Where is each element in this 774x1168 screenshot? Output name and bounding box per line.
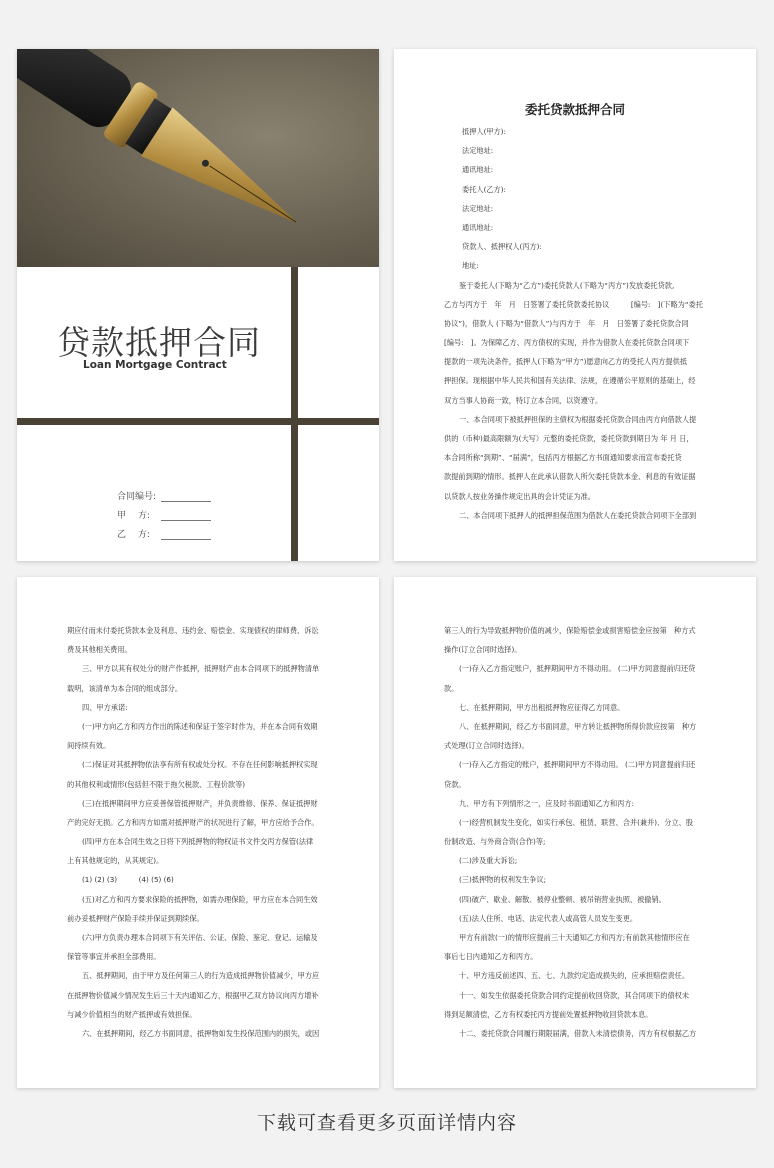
text-line: 以贷款人按业务操作规定出具的会计凭证为准。 (444, 491, 595, 501)
text-line: 通讯地址: (462, 165, 494, 175)
text-line: 保管等事宜并承担全部费用。 (67, 952, 161, 962)
text-line: 双方当事人协商一致，特订立本合同，以资遵守。 (444, 395, 603, 405)
text-line: 七、在抵押期间，甲方出租抵押物应征得乙方同意。 (459, 702, 625, 712)
cover-fields (117, 483, 211, 540)
contract-page-2 (17, 577, 379, 1088)
text-line: 甲方有前款(一)的情形应提前三十天通知乙方和丙方;有前款其他情形应在 (459, 933, 690, 942)
text-line: (一)甲方向乙方和丙方作出的陈述和保证于签字时作为，并在本合同有效期 (82, 721, 318, 731)
text-line: 份制改造、与外商合资(合作)等; (444, 837, 546, 847)
text-line: 押担保。现根据中华人民共和国有关法律、法规，在遵循公平原则的基础上，经 (444, 376, 696, 386)
text-line: 协议”)，借款人 (下略为“借款人”)与丙方于 年 月 日签署了委托贷款合同 (444, 318, 689, 328)
party-b-field (117, 521, 211, 540)
page-3-text (444, 621, 706, 1043)
text-line: 二、本合同项下抵押人的抵押担保范围为借款人在委托贷款合同项下全部到 (459, 510, 697, 520)
text-line: 本合同所称“到期”、“届满”，包括丙方根据乙方书面通知要求而宣布委托贷 (444, 453, 682, 463)
text-line: 供的（币种)最高限额为(大写）元整的委托贷款，委托贷款到期日为 年 月 日， (444, 434, 694, 443)
blank-line (161, 510, 211, 521)
text-line: 款提前到期的情形。抵押人在此承认借款人所欠委托贷款本金、利息的有效证据 (444, 472, 696, 482)
text-line: (四)破产、歇业、解散、被停业整顿、被吊销营业执照、被撤销。 (459, 894, 666, 904)
text-line: 十二、委托贷款合同履行期限届满，借款人未清偿债务，丙方有权根据乙方 (459, 1028, 697, 1038)
text-line: 六、在抵押期间，经乙方书面同意，抵押物如发生投保范围内的损失，或因 (82, 1028, 320, 1038)
text-line: 期应付而未付委托贷款本金及利息、违约金、赔偿金、实现债权的律师费、诉讼 (67, 626, 319, 635)
text-line: 乙方与丙方于 年 月 日签署了委托贷款委托协议 [编号: ](下略为“委托 (444, 299, 703, 309)
cover-page (17, 49, 379, 561)
text-line: [编号: ]。为保障乙方、丙方债权的实现，并作为借款人在委托贷款合同项下 (444, 338, 690, 348)
blank-line (161, 491, 211, 502)
text-line: 款。 (444, 683, 459, 693)
field-label: 乙 方: (117, 530, 150, 540)
contract-page-3 (394, 577, 756, 1088)
cover-vertical-bar (291, 267, 298, 561)
text-line: (一)存入乙方指定账户，抵押期间甲方不得动用。 (二)甲方同意提前归还贷 (459, 664, 696, 674)
blank-line (161, 529, 211, 540)
text-line: (五)对乙方和丙方要求保险的抵押物，如需办理保险，甲方应在本合同生效 (82, 894, 318, 904)
text-line: 通讯地址: (462, 222, 494, 232)
text-line: 得到足额清偿，乙方有权委托丙方提前处置抵押物收回贷款本息。 (444, 1009, 653, 1019)
text-line: (二)涉及重大诉讼; (459, 856, 518, 866)
field-label: 合同编号: (117, 492, 157, 502)
contract-page-1 (394, 49, 756, 561)
text-line: (六)甲方负责办理本合同项下有关评估、公证、保险、鉴定、登记、运输及 (82, 933, 318, 942)
text-line: 十一、如发生依据委托贷款合同约定提前收回贷款，其合同项下的债权未 (459, 990, 690, 1000)
text-line: 八、在抵押期间，经乙方书面同意，甲方转让抵押物所得价款应按第 种方 (459, 721, 697, 731)
text-line: 地址: (462, 261, 479, 271)
text-line: 贷款。 (444, 779, 466, 789)
text-line: 间持续有效。 (67, 741, 111, 751)
text-line: 产的完好无损。乙方和丙方如需对抵押财产的状况进行了解，甲方应给予合作。 (67, 817, 319, 827)
text-line: (五)法人住所、电话、法定代表人或高管人员发生变更。 (459, 913, 638, 923)
page-2-text (67, 621, 329, 1043)
text-line: (一)经营机制发生变化，如实行承包、租赁、联营、合并(兼并)、分立、股 (459, 817, 694, 827)
text-line: (四)甲方在本合同生效之日将下列抵押物的物权证书文件交丙方保管(法律 (82, 837, 314, 847)
document-title: 委托贷款抵押合同 (524, 102, 625, 117)
text-line: 操作(订立合同时选择)。 (444, 645, 522, 655)
contract-number-field (117, 483, 211, 502)
cover-title: 贷款抵押合同 (57, 323, 261, 362)
party-a-field (117, 502, 211, 521)
download-more-text: 下载可查看更多页面详情内容 (256, 1112, 517, 1134)
text-line: (一)存入乙方指定的账户，抵押期间甲方不得动用。 (二)甲方同意提前归还 (459, 760, 696, 770)
text-line: 前办妥抵押财产保险手续并保证到期续保。 (67, 913, 204, 923)
text-line: 式处理(订立合同时选择)。 (444, 741, 529, 751)
text-line: 法定地址: (462, 146, 494, 156)
text-line: 第三人的行为导致抵押物价值的减少，保险赔偿金或损害赔偿金应按第 种方式 (444, 626, 696, 635)
cover-horizontal-bar (17, 418, 379, 425)
text-line: 在抵押物价值减少情况发生后三十天内通知乙方，根据甲乙双方协议向丙方增补 (67, 990, 319, 1000)
text-line: 抵押人(甲方): (462, 127, 506, 136)
cover-subtitle: Loan Mortgage Contract (83, 359, 227, 371)
text-line: 五、抵押期间，由于甲方及任何第三人的行为造成抵押物价值减少，甲方应 (82, 971, 320, 981)
text-line: 提款的一项先决条件，抵押人(下略为“甲方”)愿意向乙方的受托人丙方提供抵 (444, 357, 688, 367)
text-line: (1) (2) (3) (4) (5) (6) (82, 875, 174, 885)
text-line: 事后七日内通知乙方和丙方。 (444, 952, 538, 962)
text-line: 的其他权利或情形(包括但不限于拖欠税款、工程价款等) (67, 779, 246, 789)
text-line: 鉴于委托人(下略为“乙方”)委托贷款人(下略为“丙方”)发放委托贷款, (459, 280, 675, 290)
fountain-pen-icon (17, 49, 379, 267)
text-line: 与减少价值相当的财产抵押或有效担保。 (67, 1009, 197, 1019)
text-line: 载明，该清单为本合同的组成部分。 (67, 683, 183, 693)
page-1-text (444, 122, 706, 525)
text-line: 委托人(乙方): (462, 184, 506, 194)
field-label: 甲 方: (117, 511, 150, 521)
text-line: 贷款人、抵押权人(丙方): (462, 242, 542, 252)
text-line: 四、甲方承诺: (82, 702, 128, 712)
fountain-pen-photo (17, 49, 379, 267)
text-line: 九、甲方有下列情形之一，应及时书面通知乙方和丙方: (459, 798, 634, 808)
text-line: 费及其他相关费用。 (67, 645, 132, 655)
text-line: (三)在抵押期间甲方应妥善保管抵押财产，并负责维修、保养、保证抵押财 (82, 798, 318, 808)
text-line: 一、本合同项下被抵押担保的主债权为根据委托贷款合同由丙方向借款人提 (459, 414, 697, 424)
text-line: (二)保证对其抵押物依法享有所有权或处分权。不存在任何影响抵押权实现 (82, 760, 318, 770)
text-line: (三)抵押物的权利发生争议; (459, 875, 547, 885)
text-line: 十、甲方违反前述四、五、七、九款约定造成损失的，应承担赔偿责任。 (459, 971, 690, 981)
text-line: 三、甲方以其有权处分的财产作抵押，抵押财产由本合同项下的抵押物清单 (82, 664, 320, 674)
text-line: 上有其他规定的，从其规定)。 (67, 856, 164, 866)
text-line: 法定地址: (462, 203, 494, 213)
